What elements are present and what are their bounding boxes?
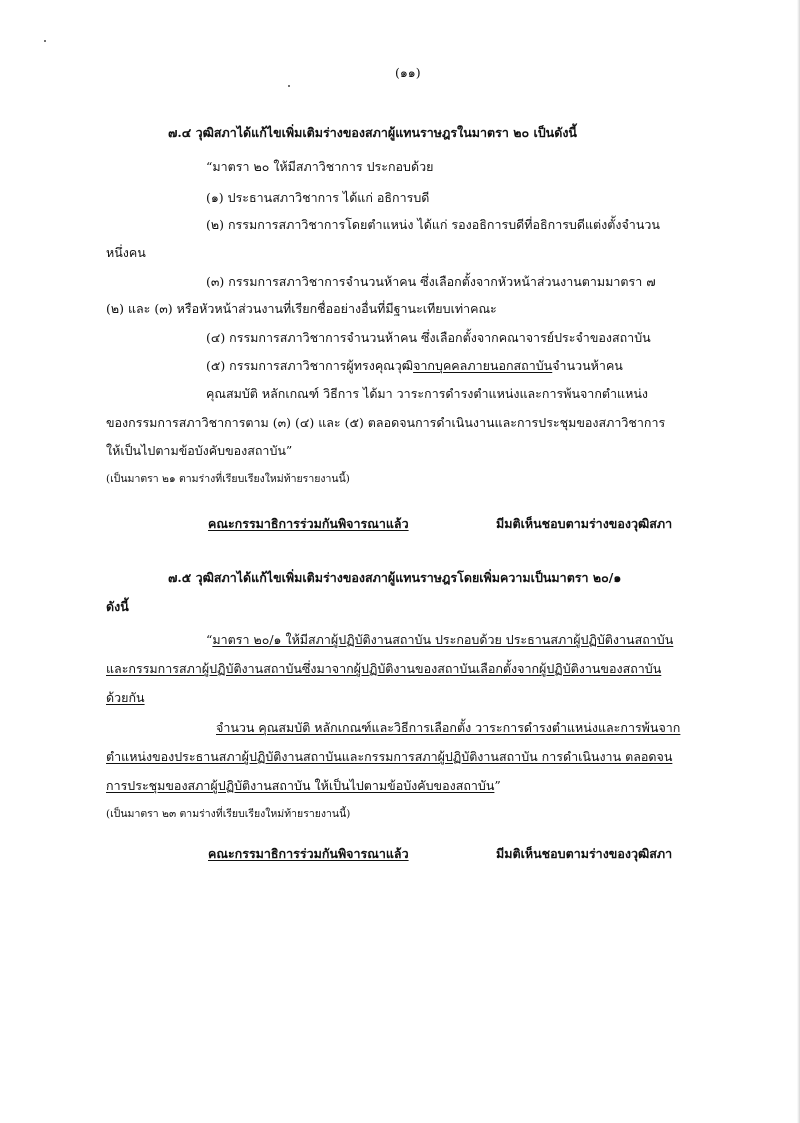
section-20-para-2-cont: ของกรรมการสภาวิชาการตาม (๓) (๔) และ (๕) ตลอดจนการดำเนินงานและการประชุมของสภาวิชาการ: [106, 415, 666, 430]
section-20-item-3: (๓) กรรมการสภาวิชาการจำนวนห้าคน ซึ่งเลือกตั้งจากหัวหน้าส่วนงานตามมาตรา ๗: [206, 274, 656, 289]
section-7-4-committee-label: คณะกรรมาธิการร่วมกันพิจารณาแล้ว: [208, 516, 409, 531]
section-20-1-line-6: [106, 777, 501, 795]
section-20-1-line-4: จำนวน คุณสมบัติ หลักเกณฑ์และวิธีการเลือกตั้ง วาระการดำรงตำแหน่งและการพ้นจาก: [216, 720, 681, 735]
section-7-5-note: (เป็นมาตรา ๒๓ ตามร่างที่เรียบเรียงใหม่ท้ายรายงานนี้): [106, 808, 351, 820]
section-7-4-heading: ๗.๔ วุฒิสภาได้แก้ไขเพิ่มเติมร่างของสภาผู้แทนราษฎรในมาตรา ๒๐ เป็นดังนี้: [168, 125, 577, 140]
section-20-item-1: (๑) ประธานสภาวิชาการ ได้แก่ อธิการบดี: [206, 190, 430, 205]
section-7-4-note: (เป็นมาตรา ๒๑ ตามร่างที่เรียบเรียงใหม่ท้ายรายงานนี้): [106, 473, 350, 485]
section-7-5-committee-label: คณะกรรมาธิการร่วมกันพิจารณาแล้ว: [208, 846, 409, 861]
page-number: (๑๑): [395, 65, 421, 80]
section-20-item-4: (๔) กรรมการสภาวิชาการจำนวนห้าคน ซึ่งเลือกตั้งจากคณาจารย์ประจำของสถาบัน: [206, 330, 651, 345]
section-20-item-5-underlined: จากบุคคลภายนอกสถาบัน: [413, 358, 553, 373]
section-20-1-line-3: ด้วยกัน: [106, 690, 145, 705]
section-7-4-committee-result: มีมติเห็นชอบตามร่างของวุฒิสภา: [496, 516, 673, 531]
section-7-5-committee-result: มีมติเห็นชอบตามร่างของวุฒิสภา: [496, 846, 673, 861]
section-20-item-5-b: จำนวนห้าคน: [552, 358, 623, 373]
section-20-1-line-5: ตำแหน่งของประธานสภาผู้ปฏิบัติงานสถาบันและกรรมการสภาผู้ปฏิบัติงานสถาบัน การดำเนินงาน ตลอดจน: [106, 749, 673, 764]
section-20-item-2: (๒) กรรมการสภาวิชาการโดยตำแหน่ง ได้แก่ รองอธิการบดีที่อธิการบดีแต่งตั้งจำนวน: [206, 217, 660, 232]
scan-speck: [288, 85, 290, 87]
close-quote: ”: [494, 778, 501, 793]
section-20-1-line-1: [206, 631, 673, 649]
section-20-1-line-2: และกรรมการสภาผู้ปฏิบัติงานสถาบันซึ่งมาจากผู้ปฏิบัติงานของสถาบันเลือกตั้งจากผู้ปฏิบัติงานของสถาบัน: [106, 661, 662, 676]
section-20-1-line-1-text: มาตรา ๒๐/๑ ให้มีสภาผู้ปฏิบัติงานสถาบัน ประกอบด้วย ประธานสภาผู้ปฏิบัติงานสถาบัน: [212, 632, 674, 647]
section-20-para-2-end: ให้เป็นไปตามข้อบังคับของสถาบัน”: [106, 443, 293, 458]
section-20-item-5-a: (๕) กรรมการสภาวิชาการผู้ทรงคุณวุฒิ: [206, 358, 414, 373]
section-20-item-3-cont: (๒) และ (๓) หรือหัวหน้าส่วนงานที่เรียกชื่ออย่างอื่นที่มีฐานะเทียบเท่าคณะ: [106, 301, 497, 316]
section-20-item-2-cont: หนึ่งคน: [106, 245, 146, 260]
open-quote: “: [206, 632, 213, 647]
section-20-1-line-6-text: การประชุมของสภาผู้ปฏิบัติงานสถาบัน ให้เป็นไปตามข้อบังคับของสถาบัน: [106, 778, 495, 793]
section-20-item-5: [206, 357, 623, 375]
section-7-5-heading-cont: ดังนี้: [106, 599, 129, 614]
section-7-5-heading: ๗.๕ วุฒิสภาได้แก้ไขเพิ่มเติมร่างของสภาผู้แทนราษฎรโดยเพิ่มความเป็นมาตรา ๒๐/๑: [168, 570, 622, 585]
scan-speck: [44, 40, 46, 42]
section-20-intro: “มาตรา ๒๐ ให้มีสภาวิชาการ ประกอบด้วย: [206, 159, 434, 174]
section-20-para-2: คุณสมบัติ หลักเกณฑ์ วิธีการ ได้มา วาระการดำรงตำแหน่งและการพ้นจากตำแหน่ง: [206, 386, 648, 401]
